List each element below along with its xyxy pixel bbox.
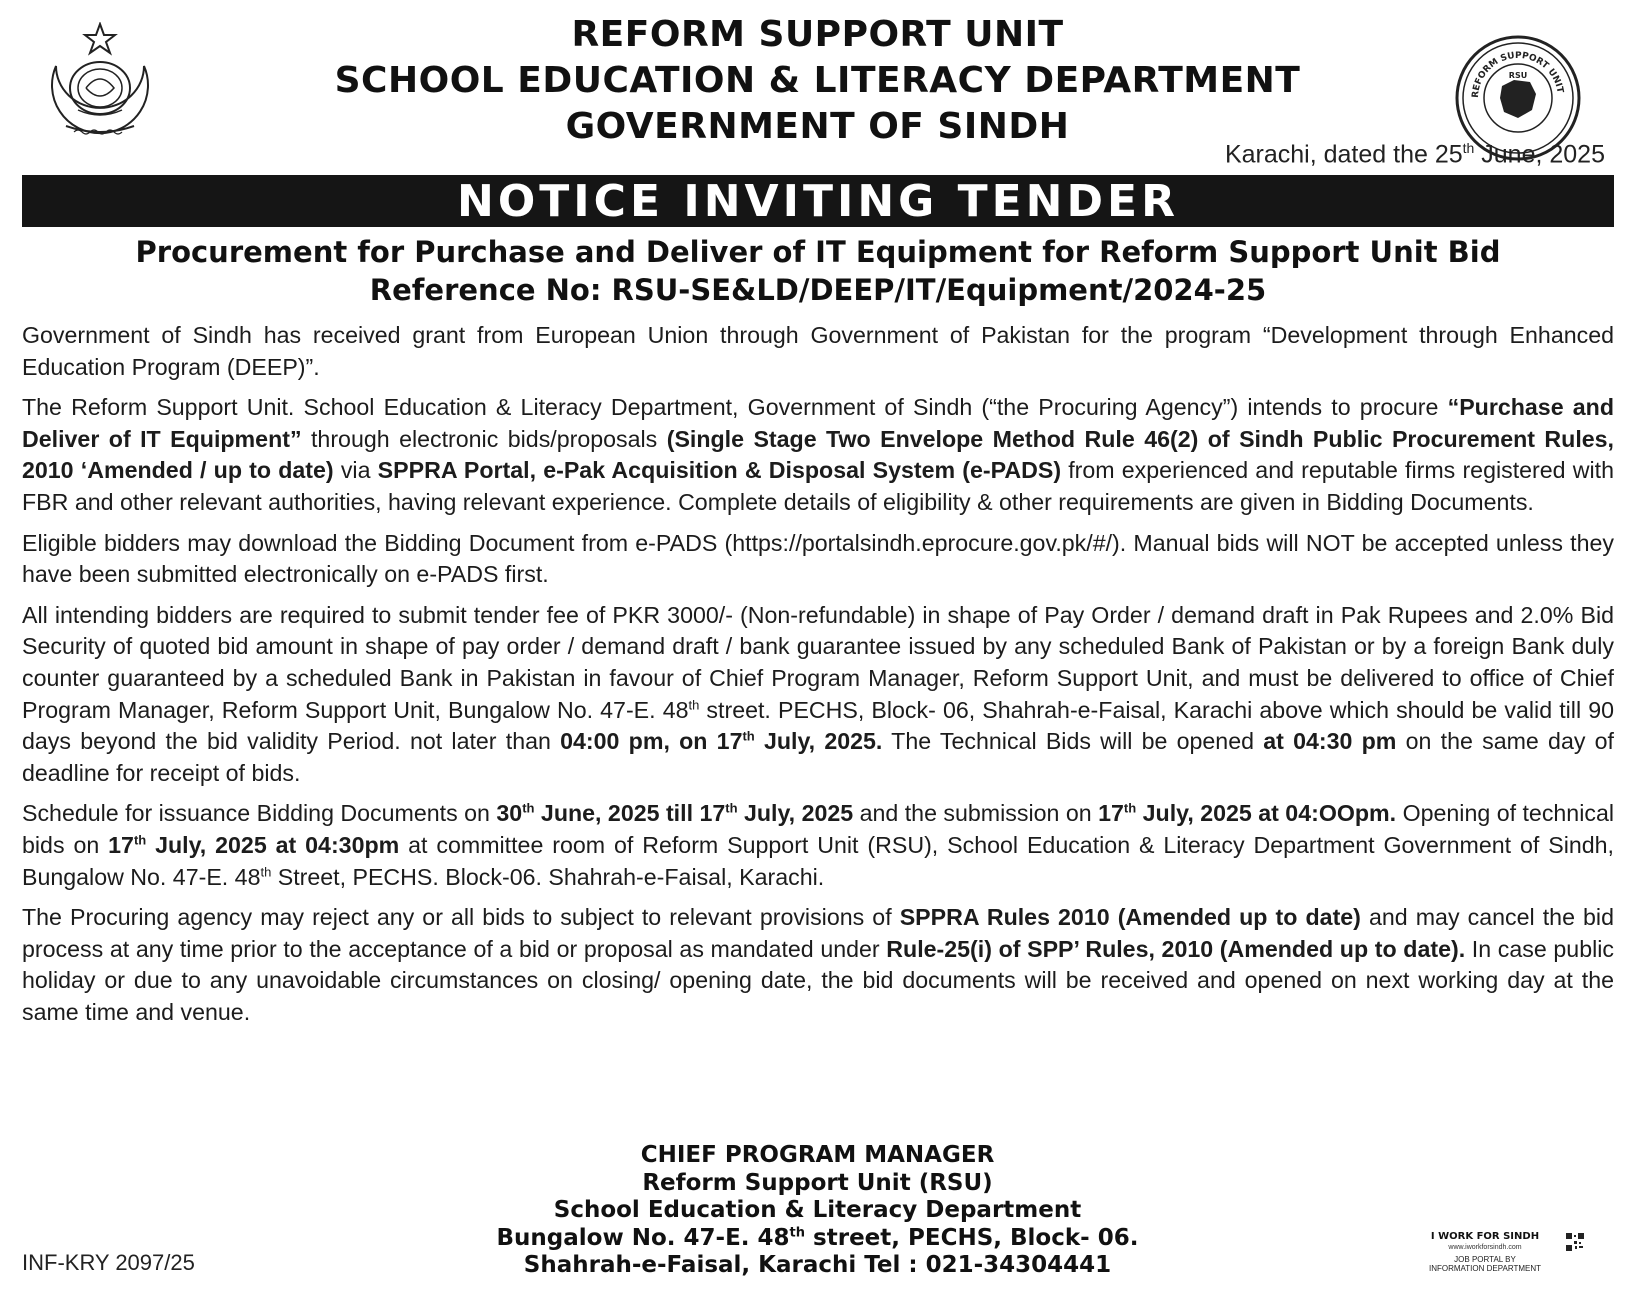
dateline-suffix: June, 2025 [1474,140,1605,169]
p5-s1: th [522,800,535,816]
header [0,12,1635,150]
p5-s4: th [133,832,147,848]
notice-banner [22,175,1614,227]
p5-t2: and the submission on [853,800,1099,827]
signature-title: CHIEF PROGRAM MANAGER [640,1142,995,1168]
paragraph-procurement [22,392,1614,518]
signature-address-sup: th [789,1224,806,1240]
svg-text:RSU: RSU [1508,71,1528,80]
svg-text:REFORM SUPPORT UNIT: REFORM SUPPORT UNIT [1470,50,1565,99]
p5-t4: at committee room of Reform Support Unit (RSU), School Education & Literacy Department Government of Sindh, Bungalow No. 47-E. 48 [22,831,1614,890]
p5-b1: 30 [496,800,523,827]
banner-title: NOTICE INVITING TENDER [457,176,1179,227]
p5-s3: th [1123,800,1137,816]
p5-b5: July, 2025 at 04:OOpm. [1136,800,1397,827]
signature-unit: Reform Support Unit (RSU) [642,1169,993,1196]
p4-s2: th [742,728,755,744]
p5-b4: 17 [1098,800,1124,827]
p5-b7: July, 2025 at 04:30pm [146,831,400,858]
paragraph-fee [22,600,1614,790]
p2-b1: “Purchase and Deliver of IT Equipment” [22,394,1614,452]
dateline-prefix: Karachi, dated the 25 [1224,140,1463,169]
header-line-3: GOVERNMENT OF SINDH [565,106,1070,147]
subtitle-line-1: Procurement for Purchase and Deliver of IT Equipment for Reform Support Unit Bid [135,235,1501,269]
tender-subtitle [22,233,1614,309]
p5-t5: Street, PECHS. Block-06. Shahrah-e-Faisal, Karachi. [271,863,825,890]
p4-t4: on the same day of deadline for receipt of bids. [22,728,1615,786]
p4-t3: The Technical Bids will be opened [882,728,1264,755]
signature-address-a: Bungalow No. 47-E. 48 [496,1224,790,1251]
p1-text: Government of Sindh has received grant from European Union through Government of Pakistan for the program “Development through Enhanced Education Program (DEEP)”. [22,322,1614,380]
p4-b3: at 04:30 pm [1263,728,1397,755]
p6-t3: In case public holiday or due to any unavoidable circumstances on closing/ opening date, the bid documents will be received and opened on next working day at the same time and venue. [22,935,1614,1025]
signature-department: School Education & Literacy Department [553,1197,1082,1223]
qr-code-icon [1566,1233,1584,1251]
header-line-1: REFORM SUPPORT UNIT [571,14,1064,55]
subtitle-line-2: Reference No: RSU-SE&LD/DEEP/IT/Equipment/2024-25 [369,273,1267,307]
p5-s5: th [260,863,272,879]
p5-t1: Schedule for issuance Bidding Documents on [22,800,497,827]
paragraph-rejection [22,902,1614,1028]
p3-text: Eligible bidders may download the Bidding Document from e-PADS (https://portalsindh.eprocure.gov.pk/#/). Manual bids will NOT be accepted unless they have been submitted electronically on e-PADS first. [22,529,1614,588]
signature-contact: Shahrah-e-Faisal, Karachi Tel : 021-34304441 [523,1252,1112,1278]
p4-t1: All intending bidders are required to submit tender fee of PKR 3000/- (Non-refundable) in shape of Pay Order / demand draft in Pak Rupees and 2.0% Bid Security of quoted bid amount in shape of pay order / demand draft / bank guarantee issued by any scheduled Bank of Pakistan or by a foreign Bank duly counter guaranteed by a scheduled Bank in Pakistan in favour of Chief Program Manager, Reform Support Unit, and must be delivered to office of Chief Program Manager, Reform Support Unit, Bungalow No. 47-E. 48 [22,601,1614,723]
p2-t1: The Reform Support Unit. School Education & Literacy Department, Government of Sindh (“the Procuring Agency”) intends to procure [22,394,1448,421]
paragraph-download [22,528,1614,591]
signature-address-b: street, PECHS, Block- 06. [805,1224,1139,1251]
portal-sub-line-2: INFORMATION DEPARTMENT [1429,1264,1541,1273]
p4-b2: July, 2025. [754,728,883,755]
dateline-sup: th [1462,140,1475,156]
signature-address [0,1225,1635,1253]
notice-body [22,320,1614,1037]
p2-t3: via [333,457,378,484]
p5-b3: July, 2025 [737,800,854,827]
p2-t4: from experienced and reputable firms registered with FBR and other relevant authorities, having relevant experience. Complete details of eligibility & other requirements are given in Bidding Documents. [22,457,1614,515]
job-portal-badge [1410,1231,1610,1281]
portal-subtitle [1410,1255,1560,1273]
p6-b1: SPPRA Rules 2010 (Amended up to date) [899,904,1361,931]
p6-t1: The Procuring agency may reject any or all bids to subject to relevant provisions of [22,904,900,931]
header-line-2: SCHOOL EDUCATION & LITERACY DEPARTMENT [334,60,1301,101]
reference-code: INF-KRY 2097/25 [22,1250,195,1275]
portal-url: www.iworkforsindh.com [1448,1244,1522,1251]
p2-b3: SPPRA Portal, e-Pak Acquisition & Disposal System (e-PADS) [377,457,1062,484]
p6-b2: Rule-25(i) of SPP’ Rules, 2010 (Amended up to date). [886,935,1466,962]
p5-b6: 17 [108,831,134,858]
p6-t2: and may cancel the bid process at any time prior to the acceptance of a bid or proposal as mandated under [22,904,1614,962]
signature-block [0,1142,1635,1280]
p5-t3: Opening of technical bids on [22,800,1614,858]
p4-b1: 04:00 pm, on 17 [560,728,743,755]
paragraph-schedule [22,798,1614,893]
dateline [1225,140,1605,169]
p4-t2: street. PECHS, Block- 06, Shahrah-e-Faisal, Karachi above which should be valid till 90 days beyond the bid validity Period. not later than [22,696,1615,755]
p4-s1: th [688,696,700,712]
portal-sub-line-1: JOB PORTAL BY [1454,1255,1516,1264]
p5-b2: June, 2025 till 17 [534,800,726,827]
paragraph-grant [22,320,1614,383]
portal-title: I WORK FOR SINDH [1430,1231,1540,1242]
p2-b2: (Single Stage Two Envelope Method Rule 46(2) of Sindh Public Procurement Rules, 2010 ‘Amended / up to date) [22,425,1614,484]
p5-s2: th [725,800,738,816]
p2-t2: through electronic bids/proposals [301,425,667,452]
